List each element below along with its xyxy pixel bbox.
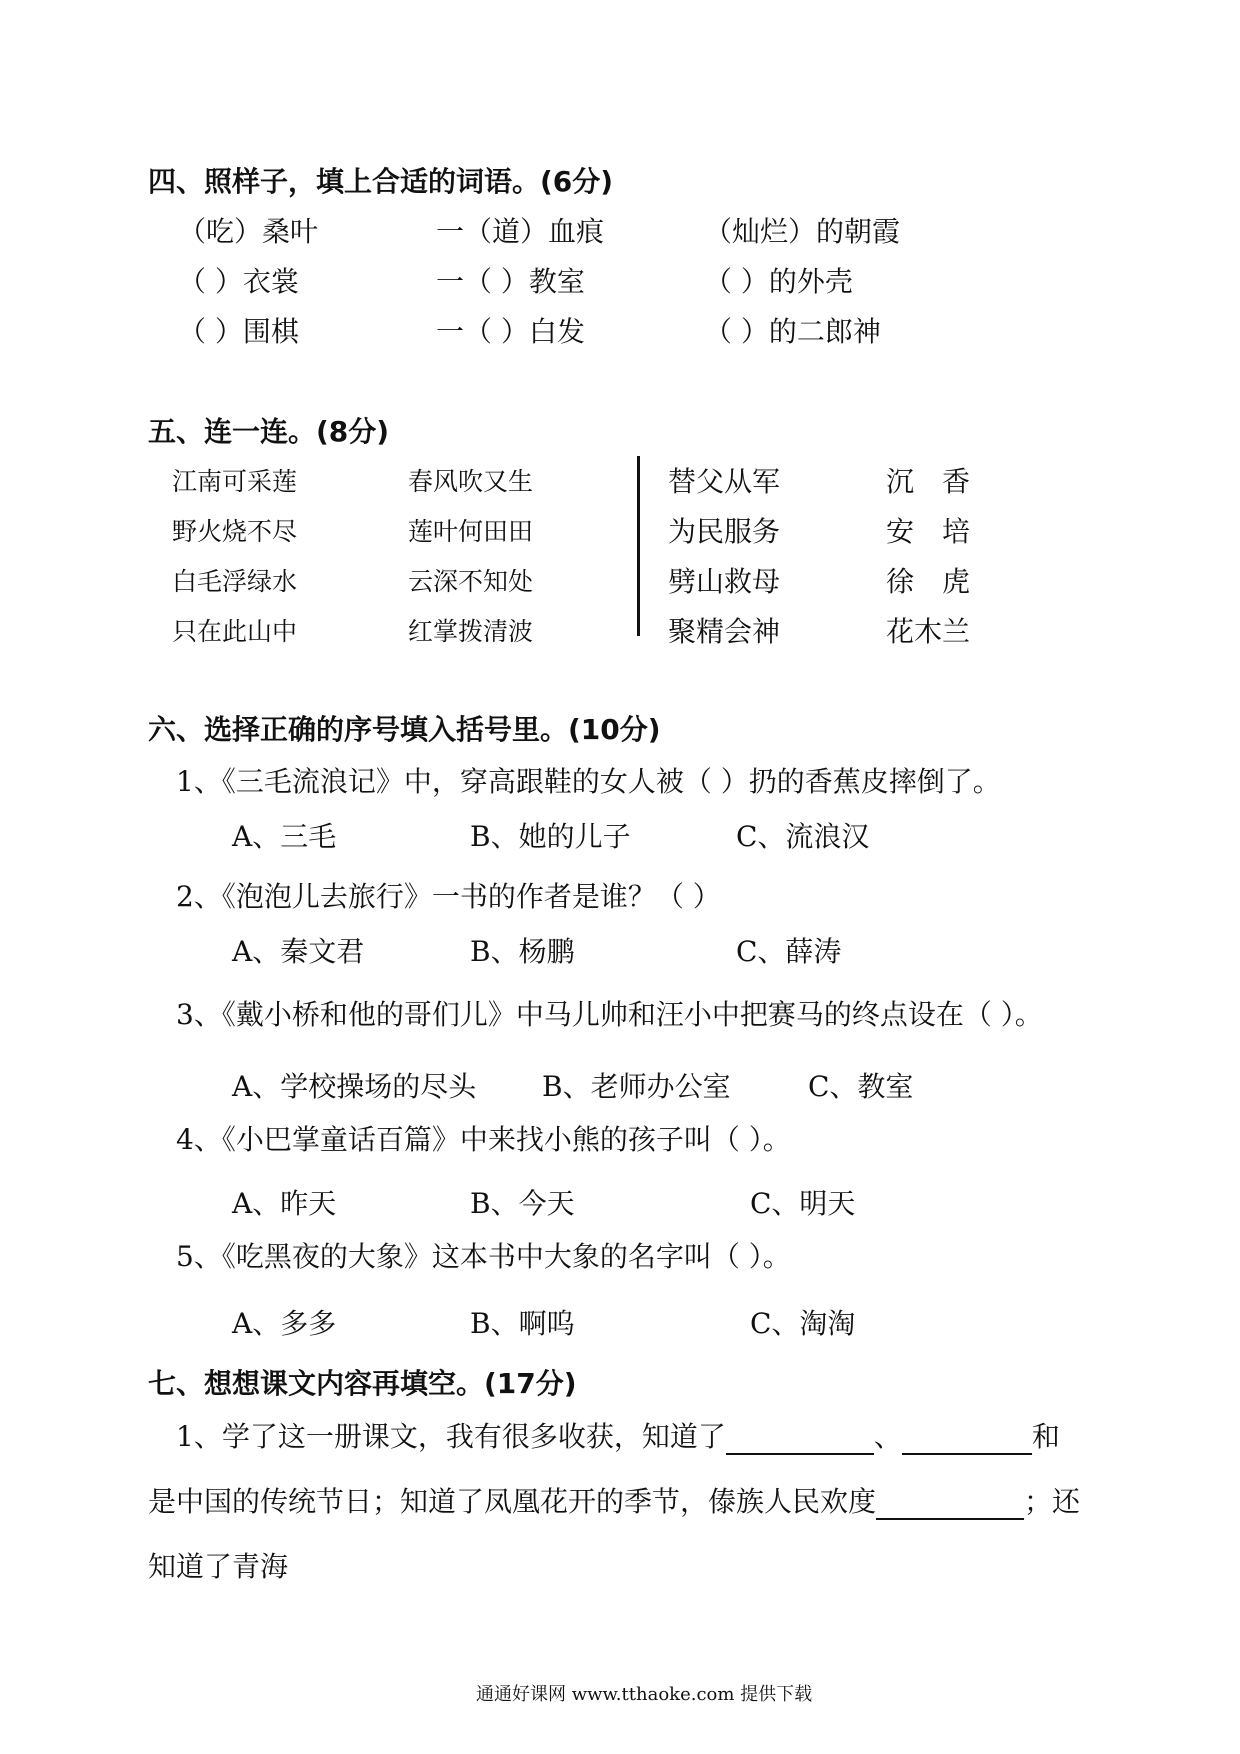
q1-text: 1、《三毛流浪记》中，穿高跟鞋的女人被（ ）扔的香蕉皮摔倒了。 [176,765,1001,798]
q2-option-c: C、薛涛 [736,935,842,968]
poem-left-1: 江南可采莲 [172,467,298,496]
s4-r3-c1: （ ）围棋 [178,315,299,348]
phrase-3: 劈山救母 [668,565,781,598]
q4-option-b: B、今天 [470,1187,575,1220]
s4-r1-c3: （灿烂）的朝霞 [704,215,901,248]
s7-line-2 [148,1480,1080,1520]
s7-line-1-text-b: 和 [1031,1420,1060,1453]
poem-left-4: 只在此山中 [172,617,298,646]
q2-option-b: B、杨鹏 [470,935,575,968]
s7-line-1-sep: 、 [873,1420,902,1453]
section-7-title: 七、想想课文内容再填空。(17分) [148,1367,577,1400]
s4-r1-c1: （吃）桑叶 [178,215,319,248]
q3-option-a: A、学校操场的尽头 [232,1070,477,1103]
poem-right-2: 莲叶何田田 [408,517,534,546]
poem-right-1: 春风吹又生 [408,467,534,496]
q2-option-a: A、秦文君 [232,935,365,968]
q1-option-a: A、三毛 [232,820,337,853]
q4-option-c: C、明天 [750,1187,856,1220]
s7-line-2-text-b: ；还 [1024,1485,1081,1518]
q4-text: 4、《小巴掌童话百篇》中来找小熊的孩子叫（ ）。 [176,1123,791,1156]
s4-r3-c3: （ ）的二郎神 [704,315,881,348]
phrase-1: 替父从军 [668,465,781,498]
poem-left-3: 白毛浮绿水 [172,567,298,596]
blank-festival-2[interactable] [902,1425,1032,1455]
q3-text: 3、《戴小桥和他的哥们儿》中马儿帅和汪小中把赛马的终点设在（ ）。 [176,998,1043,1031]
footer-credit: 通通好课网 www.tthaoke.com 提供下载 [476,1684,813,1705]
s7-line-3: 知道了青海 [148,1550,289,1583]
q2-text: 2、《泡泡儿去旅行》一书的作者是谁？（ ） [176,880,721,913]
q3-option-b: B、老师办公室 [542,1070,731,1103]
name-3: 徐 虎 [886,565,971,598]
poem-right-4: 红掌拨清波 [408,617,534,646]
phrase-2: 为民服务 [668,515,781,548]
q5-option-c: C、淘淘 [750,1307,856,1340]
s4-r2-c2: 一（ ）教室 [436,265,585,298]
section-5-divider [637,456,640,636]
q5-option-b: B、啊呜 [470,1307,575,1340]
q1-option-c: C、流浪汉 [736,820,870,853]
name-4: 花木兰 [886,615,971,648]
name-2: 安 培 [886,515,971,548]
q3-option-c: C、教室 [808,1070,914,1103]
s4-r3-c2: 一（ ）白发 [436,315,585,348]
section-4-title: 四、照样子，填上合适的词语。(6分) [148,165,614,198]
s4-r1-c2: 一（道）血痕 [436,215,605,248]
phrase-4: 聚精会神 [668,615,781,648]
blank-festival-1[interactable] [726,1425,874,1455]
poem-left-2: 野火烧不尽 [172,517,298,546]
q5-text: 5、《吃黑夜的大象》这本书中大象的名字叫（ ）。 [176,1240,791,1273]
q4-option-a: A、昨天 [232,1187,337,1220]
poem-right-3: 云深不知处 [408,567,534,596]
s4-r2-c1: （ ）衣裳 [178,265,299,298]
s4-r2-c3: （ ）的外壳 [704,265,853,298]
s7-line-1-text-a: 1、学了这一册课文，我有很多收获，知道了 [176,1420,726,1453]
q1-option-b: B、她的儿子 [470,820,631,853]
name-1: 沉 香 [886,465,971,498]
q5-option-a: A、多多 [232,1307,337,1340]
s7-line-1 [176,1415,1060,1455]
blank-dai-festival[interactable] [876,1490,1024,1520]
section-5-title: 五、连一连。(8分) [148,415,390,448]
section-6-title: 六、选择正确的序号填入括号里。(10分) [148,713,661,746]
s7-line-2-text-a: 是中国的传统节日；知道了凤凰花开的季节，傣族人民欢度 [148,1485,877,1518]
